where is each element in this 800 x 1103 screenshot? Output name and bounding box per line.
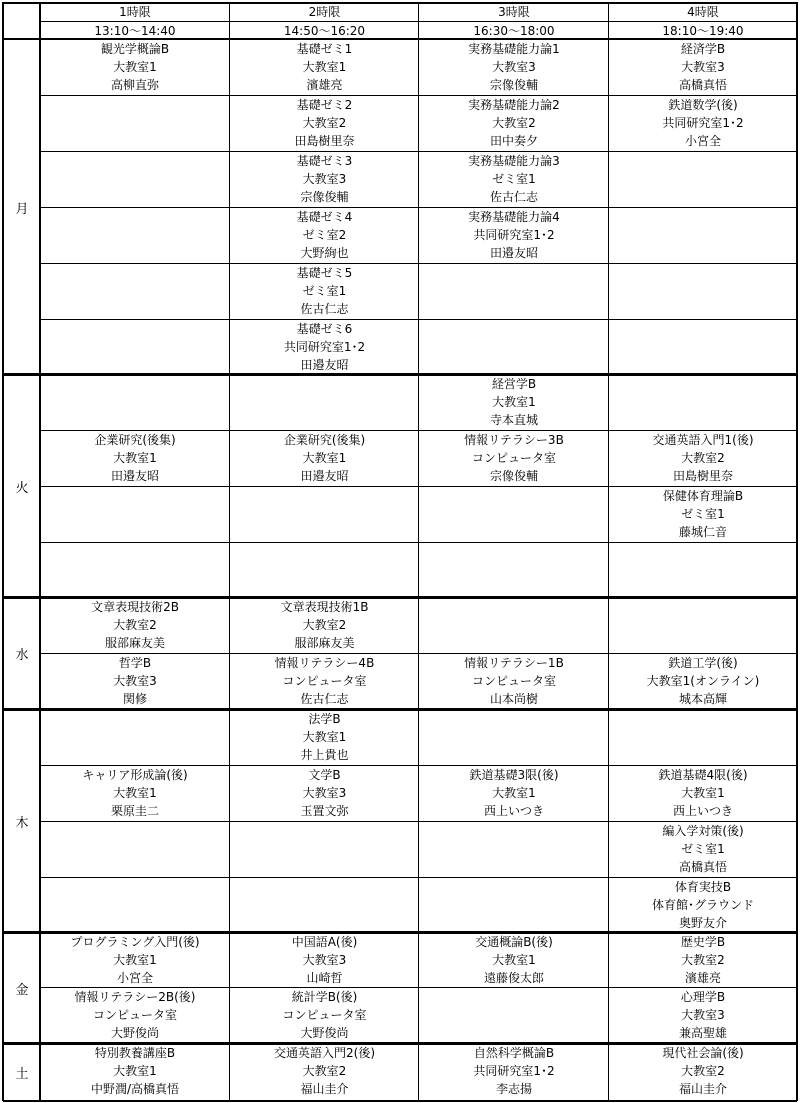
class-entry-line: 鉄道工学(後) bbox=[668, 656, 738, 670]
class-entry-line: 西上いつき bbox=[672, 804, 733, 818]
class-entry-line: 鉄道基礎4限(後) bbox=[658, 768, 748, 782]
class-entry-line: 交通概論B(後) bbox=[475, 935, 553, 949]
class-entry-line: 大野俊尚 bbox=[110, 1026, 159, 1040]
class-entry-line: 宗像俊輔 bbox=[489, 469, 538, 483]
class-entry-line: 実務基礎能力論1 bbox=[468, 42, 560, 56]
period-time-3: 16:30～18:00 bbox=[473, 24, 555, 38]
class-entry-line: 田島樹里奈 bbox=[294, 134, 355, 148]
class-entry-line: 特別教養講座B bbox=[94, 1046, 176, 1060]
class-entry-line: ゼミ室1 bbox=[681, 842, 725, 856]
class-entry-line: 観光学概論B bbox=[100, 42, 170, 56]
class-entry-line: 大教室2 bbox=[681, 1064, 725, 1078]
class-entry-line: 兼高聖雄 bbox=[678, 1026, 727, 1040]
class-entry-line: 佐古仁志 bbox=[489, 190, 538, 204]
class-entry-line: 山本尚樹 bbox=[489, 692, 538, 706]
class-entry-line: コンピュータ室 bbox=[282, 674, 367, 688]
class-entry-line: 大教室1 bbox=[492, 953, 536, 967]
class-entry-line: 遠藤俊太郎 bbox=[483, 971, 544, 985]
class-entry-line: 基礎ゼミ1 bbox=[296, 42, 353, 56]
class-entry-line: 中国語A(後) bbox=[291, 935, 358, 949]
class-entry-line: 大教室1 bbox=[302, 730, 347, 744]
class-entry-line: 城本高輝 bbox=[678, 692, 727, 706]
class-entry-line: ゼミ室1 bbox=[492, 172, 536, 186]
class-entry-line: 情報リテラシー4B bbox=[274, 656, 375, 670]
class-entry-line: 田邉友昭 bbox=[300, 358, 349, 372]
class-entry-line: ゼミ室2 bbox=[302, 228, 347, 242]
class-entry-line: 体育実技B bbox=[674, 880, 732, 894]
class-entry-line: 心理学B bbox=[680, 990, 726, 1004]
class-entry-line: 福山圭介 bbox=[678, 1082, 727, 1096]
period-time-4: 18:10～19:40 bbox=[662, 24, 744, 38]
class-entry-line: 大教室2 bbox=[302, 116, 347, 130]
class-entry-line: 基礎ゼミ4 bbox=[296, 210, 353, 224]
class-entry-line: コンピュータ室 bbox=[282, 1008, 367, 1022]
class-entry-line: 基礎ゼミ5 bbox=[296, 266, 353, 280]
class-entry-line: 大教室2 bbox=[302, 1064, 347, 1078]
class-entry-line: 現代社会論(後) bbox=[662, 1046, 744, 1060]
class-entry-line: 大教室2 bbox=[681, 451, 725, 465]
class-entry-line: 共同研究室1･2 bbox=[283, 340, 366, 354]
class-entry-line: プログラミング入門(後) bbox=[70, 935, 200, 949]
class-entry-line: 濱雄亮 bbox=[306, 78, 343, 92]
day-label: 火 bbox=[15, 480, 29, 496]
class-entry-line: 高柳直弥 bbox=[110, 78, 159, 92]
class-entry-line: コンピュータ室 bbox=[92, 1008, 177, 1022]
class-entry-line: 交通英語入門2(後) bbox=[274, 1046, 375, 1060]
period-time-1: 13:10～14:40 bbox=[94, 24, 176, 38]
class-entry-line: キャリア形成論(後) bbox=[82, 768, 188, 782]
table-bottom-border bbox=[3, 1100, 797, 1102]
class-entry-line: 大教室1 bbox=[113, 953, 157, 967]
class-entry-line: 大教室3 bbox=[681, 1008, 725, 1022]
class-entry-line: コンピュータ室 bbox=[471, 451, 556, 465]
class-entry-line: 基礎ゼミ2 bbox=[296, 98, 353, 112]
class-entry-line: 大野俊尚 bbox=[300, 1026, 349, 1040]
period-header-4: 4時限 bbox=[687, 5, 719, 19]
class-entry-line: 大教室2 bbox=[492, 116, 536, 130]
class-entry-line: 山崎哲 bbox=[306, 971, 343, 985]
class-entry-line: 交通英語入門1(後) bbox=[652, 433, 754, 447]
table-left-border bbox=[2, 2, 4, 1101]
class-entry-line: 文章表現技術1B bbox=[280, 600, 369, 614]
class-entry-line: 鉄道数学(後) bbox=[668, 98, 738, 112]
class-entry-line: 大教室1 bbox=[302, 451, 347, 465]
class-entry-line: 大教室1 bbox=[681, 786, 725, 800]
class-entry-line: 大教室2 bbox=[681, 953, 725, 967]
class-entry-line: 田中奏夕 bbox=[489, 134, 538, 148]
class-entry-line: 情報リテラシー1B bbox=[464, 656, 564, 670]
class-entry-line: 大教室1 bbox=[492, 395, 536, 409]
class-entry-line: 共同研究室1･2 bbox=[662, 116, 744, 130]
class-entry-line: 歴史学B bbox=[680, 935, 726, 949]
class-entry-line: 小宮全 bbox=[684, 134, 721, 148]
class-entry-line: 大教室1 bbox=[302, 60, 347, 74]
class-entry-line: 玉置文弥 bbox=[300, 804, 349, 818]
class-entry-line: 実務基礎能力論3 bbox=[468, 154, 560, 168]
day-label: 土 bbox=[15, 1067, 29, 1082]
class-entry-line: 大教室1 bbox=[492, 786, 536, 800]
class-entry-line: 大教室1(オンライン) bbox=[646, 674, 760, 688]
class-entry-line: コンピュータ室 bbox=[471, 674, 556, 688]
class-entry-line: 田邉友昭 bbox=[489, 246, 538, 260]
class-entry-line: 情報リテラシー2B(後) bbox=[74, 990, 196, 1004]
class-entry-line: ゼミ室1 bbox=[302, 284, 347, 298]
class-entry-line: 李志揚 bbox=[495, 1082, 532, 1096]
class-entry-line: 奥野友介 bbox=[678, 916, 727, 930]
class-entry-line: 保健体育理論B bbox=[662, 489, 744, 503]
class-entry-line: ゼミ室1 bbox=[681, 507, 725, 521]
class-entry-line: 田島樹里奈 bbox=[672, 469, 733, 483]
day-label: 木 bbox=[15, 815, 29, 831]
class-entry-line: 文章表現技術2B bbox=[91, 600, 179, 614]
period-header-1: 1時限 bbox=[119, 5, 151, 19]
class-entry-line: 大教室3 bbox=[302, 953, 347, 967]
class-entry-line: 体育館･グラウンド bbox=[651, 898, 754, 912]
class-entry-line: 高橋真悟 bbox=[678, 860, 727, 874]
class-entry-line: 井上貴也 bbox=[300, 748, 349, 762]
class-entry-line: 大野絢也 bbox=[300, 246, 349, 260]
class-entry-line: 大教室1 bbox=[113, 1064, 157, 1078]
class-entry-line: 法学B bbox=[308, 712, 341, 726]
class-entry-line: 大教室1 bbox=[113, 786, 157, 800]
class-entry-line: 福山圭介 bbox=[300, 1082, 349, 1096]
class-entry-line: 大教室1 bbox=[113, 60, 157, 74]
class-entry-line: 哲学B bbox=[118, 656, 152, 670]
class-entry-line: 統計学B(後) bbox=[291, 990, 358, 1004]
class-entry-line: 大教室2 bbox=[302, 618, 347, 632]
class-entry-line: 小宮全 bbox=[116, 971, 153, 985]
class-entry-line: 宗像俊輔 bbox=[489, 78, 538, 92]
class-entry-line: 実務基礎能力論4 bbox=[468, 210, 560, 224]
class-entry-line: 大教室3 bbox=[681, 60, 725, 74]
class-entry-line: 栗原圭二 bbox=[110, 804, 159, 818]
day-separator-1 bbox=[3, 373, 797, 376]
class-entry-line: 実務基礎能力論2 bbox=[468, 98, 560, 112]
class-entry-line: 中野潤/高橋真悟 bbox=[90, 1082, 180, 1096]
class-entry-line: 経済学B bbox=[680, 42, 726, 56]
class-entry-line: 大教室2 bbox=[113, 618, 157, 632]
class-entry-line: 服部麻友美 bbox=[294, 636, 355, 650]
day-label: 水 bbox=[15, 648, 29, 663]
period-header-3: 3時限 bbox=[498, 5, 530, 19]
class-entry-line: 佐古仁志 bbox=[300, 302, 349, 316]
class-entry-line: 宗像俊輔 bbox=[300, 190, 349, 204]
class-entry-line: 田邉友昭 bbox=[300, 469, 349, 483]
row-divider bbox=[40, 542, 797, 543]
class-entry-line: 高橋真悟 bbox=[678, 78, 727, 92]
class-entry-line: 佐古仁志 bbox=[300, 692, 349, 706]
class-entry-line: 企業研究(後集) bbox=[283, 433, 366, 447]
class-entry-line: 関修 bbox=[122, 692, 147, 706]
class-entry-line: 自然科学概論B bbox=[473, 1046, 555, 1060]
class-entry-line: 西上いつき bbox=[483, 804, 544, 818]
class-entry-line: 服部麻友美 bbox=[104, 636, 165, 650]
class-entry-line: 経営学B bbox=[491, 377, 537, 391]
class-entry-line: 文学B bbox=[308, 768, 341, 782]
class-entry-line: 編入学対策(後) bbox=[662, 824, 744, 838]
day-label: 金 bbox=[15, 982, 29, 998]
class-entry-line: 共同研究室1･2 bbox=[473, 228, 555, 242]
class-entry-line: 共同研究室1･2 bbox=[473, 1064, 555, 1078]
class-entry-line: 大教室3 bbox=[113, 674, 157, 688]
class-entry-line: 基礎ゼミ6 bbox=[296, 322, 353, 336]
class-entry-line: 大教室3 bbox=[302, 172, 347, 186]
period-time-2: 14:50～16:20 bbox=[283, 24, 366, 38]
day-label: 月 bbox=[15, 201, 29, 217]
class-entry-line: 鉄道基礎3限(後) bbox=[469, 768, 559, 782]
class-entry-line: 濱雄亮 bbox=[684, 971, 721, 985]
class-entry-line: 情報リテラシー3B bbox=[464, 433, 564, 447]
class-entry-line: 大教室1 bbox=[113, 451, 157, 465]
class-entry-line: 基礎ゼミ3 bbox=[296, 154, 353, 168]
class-entry-line: 大教室3 bbox=[492, 60, 536, 74]
table-top-border bbox=[3, 2, 797, 4]
class-entry-line: 田邉友昭 bbox=[110, 469, 159, 483]
class-entry-line: 藤城仁音 bbox=[678, 525, 727, 539]
class-entry-line: 寺本直城 bbox=[489, 413, 538, 427]
class-entry-line: 企業研究(後集) bbox=[94, 433, 176, 447]
class-entry-line: 大教室3 bbox=[302, 786, 347, 800]
period-header-2: 2時限 bbox=[308, 5, 341, 19]
